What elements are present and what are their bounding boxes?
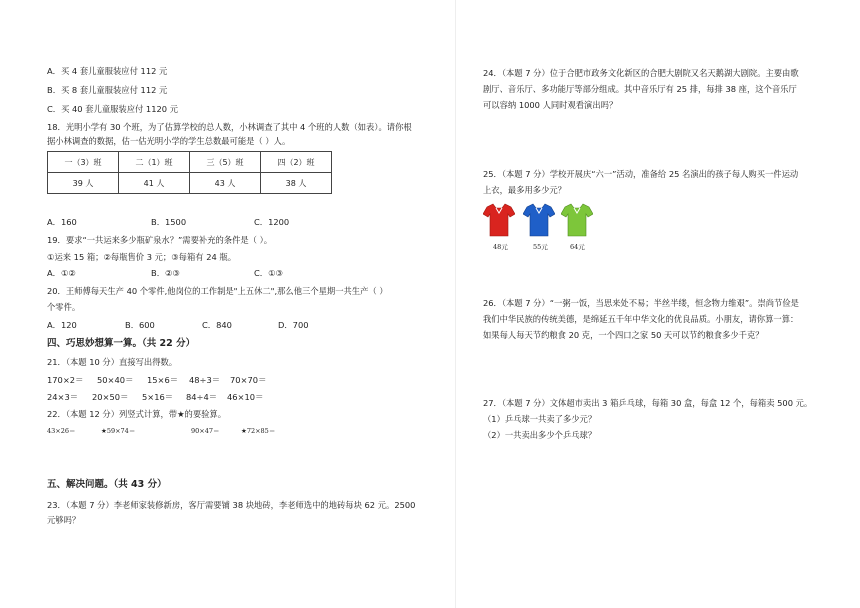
table-header-cell: 三（5）班: [190, 152, 261, 173]
class-count-table: [47, 151, 332, 194]
table-cell: 43 人: [190, 173, 261, 194]
q25-line1: 25．（本题 7 分）学校开展庆“六一”活动，准备给 25 名演出的孩子每人购买一件运动: [483, 169, 799, 179]
q22-item: 90×47＝: [191, 427, 220, 435]
q21-stem: 21．（本题 10 分）直接写出得数。: [47, 357, 178, 367]
q21-item: 50×40＝: [97, 375, 134, 385]
q20-option-c: C．840: [202, 320, 232, 330]
q21-item: 5×16＝: [142, 392, 174, 402]
option-c-line: C．买 40 套儿童服装应付 1120 元: [47, 104, 178, 114]
red-shirt-price: 48元: [493, 243, 508, 251]
red-polo-shirt-icon: [483, 202, 515, 238]
q24-line2: 剧厅、音乐厅、多功能厅等部分组成。其中音乐厅有 25 排，每排 38 座，这个音乐厅: [483, 84, 797, 94]
q18-option-b: B．1500: [151, 217, 187, 227]
q20-option-b: B．600: [125, 320, 155, 330]
q20-option-d: D．700: [278, 320, 309, 330]
q18-option-a: A．160: [47, 217, 77, 227]
q26-line2: 我们中华民族的传统美德，是绵延五千年中华文化的优良品质。小朋友，请你算一算：: [483, 314, 799, 324]
q21-item: 46×10＝: [227, 392, 264, 402]
q20-option-a: A．120: [47, 320, 77, 330]
table-cell: 38 人: [261, 173, 332, 194]
section-five-heading: 五、解决问题。（共 43 分）: [47, 479, 167, 490]
q21-item: 24×3＝: [47, 392, 79, 402]
q27-sub1: （1）乒乓球一共卖了多少元？: [483, 414, 597, 424]
q21-item: 170×2＝: [47, 375, 84, 385]
q18-option-c: C．1200: [254, 217, 290, 227]
q22-item: ★72×85＝: [241, 427, 276, 435]
table-cell: 41 人: [119, 173, 190, 194]
q18-stem-line2: 据小林调查的数据，估一估光明小学的学生总数最可能是（ ）人。: [47, 136, 291, 146]
table-header-cell: 四（2）班: [261, 152, 332, 173]
q20-stem: 20．王师傅每天生产 40 个零件,他岗位的工作制是"上五休二",那么他三个星期一共生产（ ）: [47, 286, 388, 296]
q19-option-c: C．①③: [254, 268, 283, 278]
blue-shirt-price: 55元: [533, 243, 548, 251]
q23-line2: 元够吗？: [47, 515, 81, 525]
q19-stem: 19．要求“一共运来多少瓶矿泉水？”需要补充的条件是（ ）。: [47, 235, 273, 245]
table-header-cell: 二（1）班: [119, 152, 190, 173]
green-polo-shirt-icon: [561, 202, 593, 238]
q22-item: 43×26＝: [47, 427, 76, 435]
q21-item: 20×50＝: [92, 392, 129, 402]
table-header-cell: 一（3）班: [48, 152, 119, 173]
q27-sub2: （2）一共卖出多少个乒乓球？: [483, 430, 597, 440]
q21-item: 15×6＝: [147, 375, 179, 385]
q19-conditions: ①运来 15 箱；②每瓶售价 3 元；③每箱有 24 瓶。: [47, 252, 236, 262]
section-four-heading: 四、巧思妙想算一算。（共 22 分）: [47, 338, 196, 349]
q23-line1: 23．（本题 7 分）李老师家装修新房，客厅需要铺 38 块地砖，李老师选中的地砖每块 62 元。2500: [47, 500, 416, 510]
table-row: [48, 173, 332, 194]
q18-stem-line1: 18．光明小学有 30 个班，为了估算学校的总人数，小林调查了其中 4 个班的人数（如表）。请你根: [47, 122, 412, 132]
green-shirt-price: 64元: [570, 243, 585, 251]
q21-item: 70×70＝: [230, 375, 267, 385]
q19-option-a: A．①②: [47, 268, 76, 278]
q21-item: 48÷3＝: [189, 375, 221, 385]
option-b-line: B．买 8 套儿童服装应付 112 元: [47, 85, 168, 95]
table-header-row: [48, 152, 332, 173]
q21-item: 84÷4＝: [186, 392, 218, 402]
q20-stem-continued: 个零件。: [47, 302, 81, 312]
q27-stem: 27．（本题 7 分）文体超市卖出 3 箱乒乓球，每箱 30 盒，每盒 12 个，每箱卖 500 元。: [483, 398, 813, 408]
q19-option-b: B．②③: [151, 268, 180, 278]
blue-polo-shirt-icon: [523, 202, 555, 238]
q24-line3: 可以容纳 1000 人同时观看演出吗？: [483, 100, 618, 110]
q25-line2: 上衣，最多用多少元？: [483, 185, 566, 195]
q22-stem: 22．（本题 12 分）列竖式计算，带★的要验算。: [47, 409, 227, 419]
table-cell: 39 人: [48, 173, 119, 194]
q26-line3: 如果每人每天节约粮食 20 克，一个四口之家 50 天可以节约粮食多少千克？: [483, 330, 764, 340]
q26-line1: 26．（本题 7 分）“一粥一饭，当思来处不易；半丝半缕，恒念物力维艰”。崇尚节俭是: [483, 298, 799, 308]
option-a-line: A．买 4 套儿童服装应付 112 元: [47, 66, 168, 76]
q22-item: ★59×74＝: [101, 427, 136, 435]
q24-line1: 24．（本题 7 分）位于合肥市政务文化新区的合肥大剧院又名天鹅湖大剧院。主要由歌: [483, 68, 799, 78]
column-divider: [455, 0, 456, 608]
